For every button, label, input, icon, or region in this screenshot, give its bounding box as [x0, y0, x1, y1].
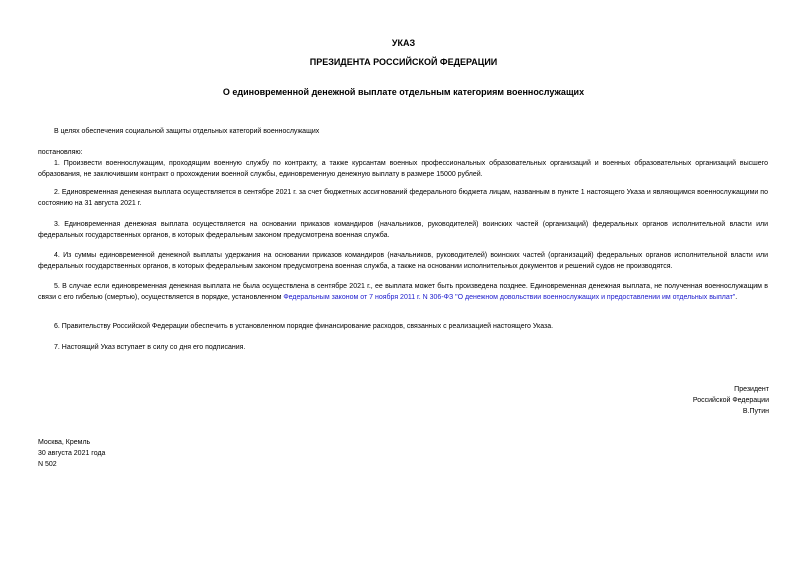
paragraph-3: 3. Единовременная денежная выплата осуществляется на основании приказов командиров (начальников, руководителей) воинских частей (организаций) федеральных органов исполнительной власти или федеральных государственных органов, в которых федеральным законом предусмотрена военная служба. [38, 221, 768, 239]
paragraph-5 [38, 281, 768, 303]
document-issuer: ПРЕЗИДЕНТА РОССИЙСКОЙ ФЕДЕРАЦИИ [309, 57, 498, 67]
paragraph-2: 2. Единовременная денежная выплата осуществляется в сентябре 2021 г. за счет бюджетных ассигнований федерального бюджета лицам, названным в пункте 1 настоящего Указа и являющимся военнослужащими по состоянию на 31 августа 2021 г. [38, 189, 768, 207]
signing-details [38, 437, 105, 470]
signing-date: 30 августа 2021 года [38, 450, 106, 457]
paragraph-5-text: 5. В случае если единовременная денежная выплата не была осуществлена в сентябре 2021 г., ее выплата может быть произведена позднее. Единовременная денежная выплата, не полученная военнослужащим в связи с его гибелью (смертью), осуществляется в порядке, установленном [38, 283, 768, 301]
signature-block [693, 384, 769, 417]
decree-number: N 502 [38, 461, 57, 468]
paragraph-5-end: . [735, 294, 738, 301]
decree-word: постановляю: [38, 149, 83, 156]
signature-country: Российской Федерации [692, 397, 769, 404]
preamble: В целях обеспечения социальной защиты отдельных категорий военнослужащих [54, 128, 320, 135]
paragraph-4: 4. Из суммы единовременной денежной выплаты удержания на основании приказов командиров (начальников, руководителей) воинских частей (организаций) федеральных органов исполнительной власти или федеральных государственных органов, в которых федеральным законом предусмотрена военная служба, а также на основании исполнительных документов и решений судов не производятся. [38, 252, 768, 270]
signature-name: В.Путин [742, 408, 769, 415]
federal-law-link[interactable]: Федеральным законом от 7 ноября 2011 г. N 306-ФЗ "О денежном довольствии военнослужащих и предоставлении им отдельных выплат" [283, 294, 736, 301]
document-title: УКАЗ [391, 38, 416, 48]
signature-title: Президент [734, 386, 769, 393]
paragraph-1: 1. Произвести военнослужащим, проходящим военную службу по контракту, а также курсантам военных профессиональных образовательных организаций и военных образовательных организаций высшего образования, не заключившим контракт о прохождении военной службы, единовременную денежную выплату в размере 15000 рублей. [38, 160, 768, 178]
paragraph-6: 6. Правительству Российской Федерации обеспечить в установленном порядке финансирование расходов, связанных с реализацией настоящего Указа. [54, 323, 554, 330]
signing-place: Москва, Кремль [38, 439, 91, 446]
document-subject: О единовременной денежной выплате отдельным категориям военнослужащих [222, 87, 585, 97]
paragraph-7: 7. Настоящий Указ вступает в силу со дня его подписания. [54, 344, 246, 351]
